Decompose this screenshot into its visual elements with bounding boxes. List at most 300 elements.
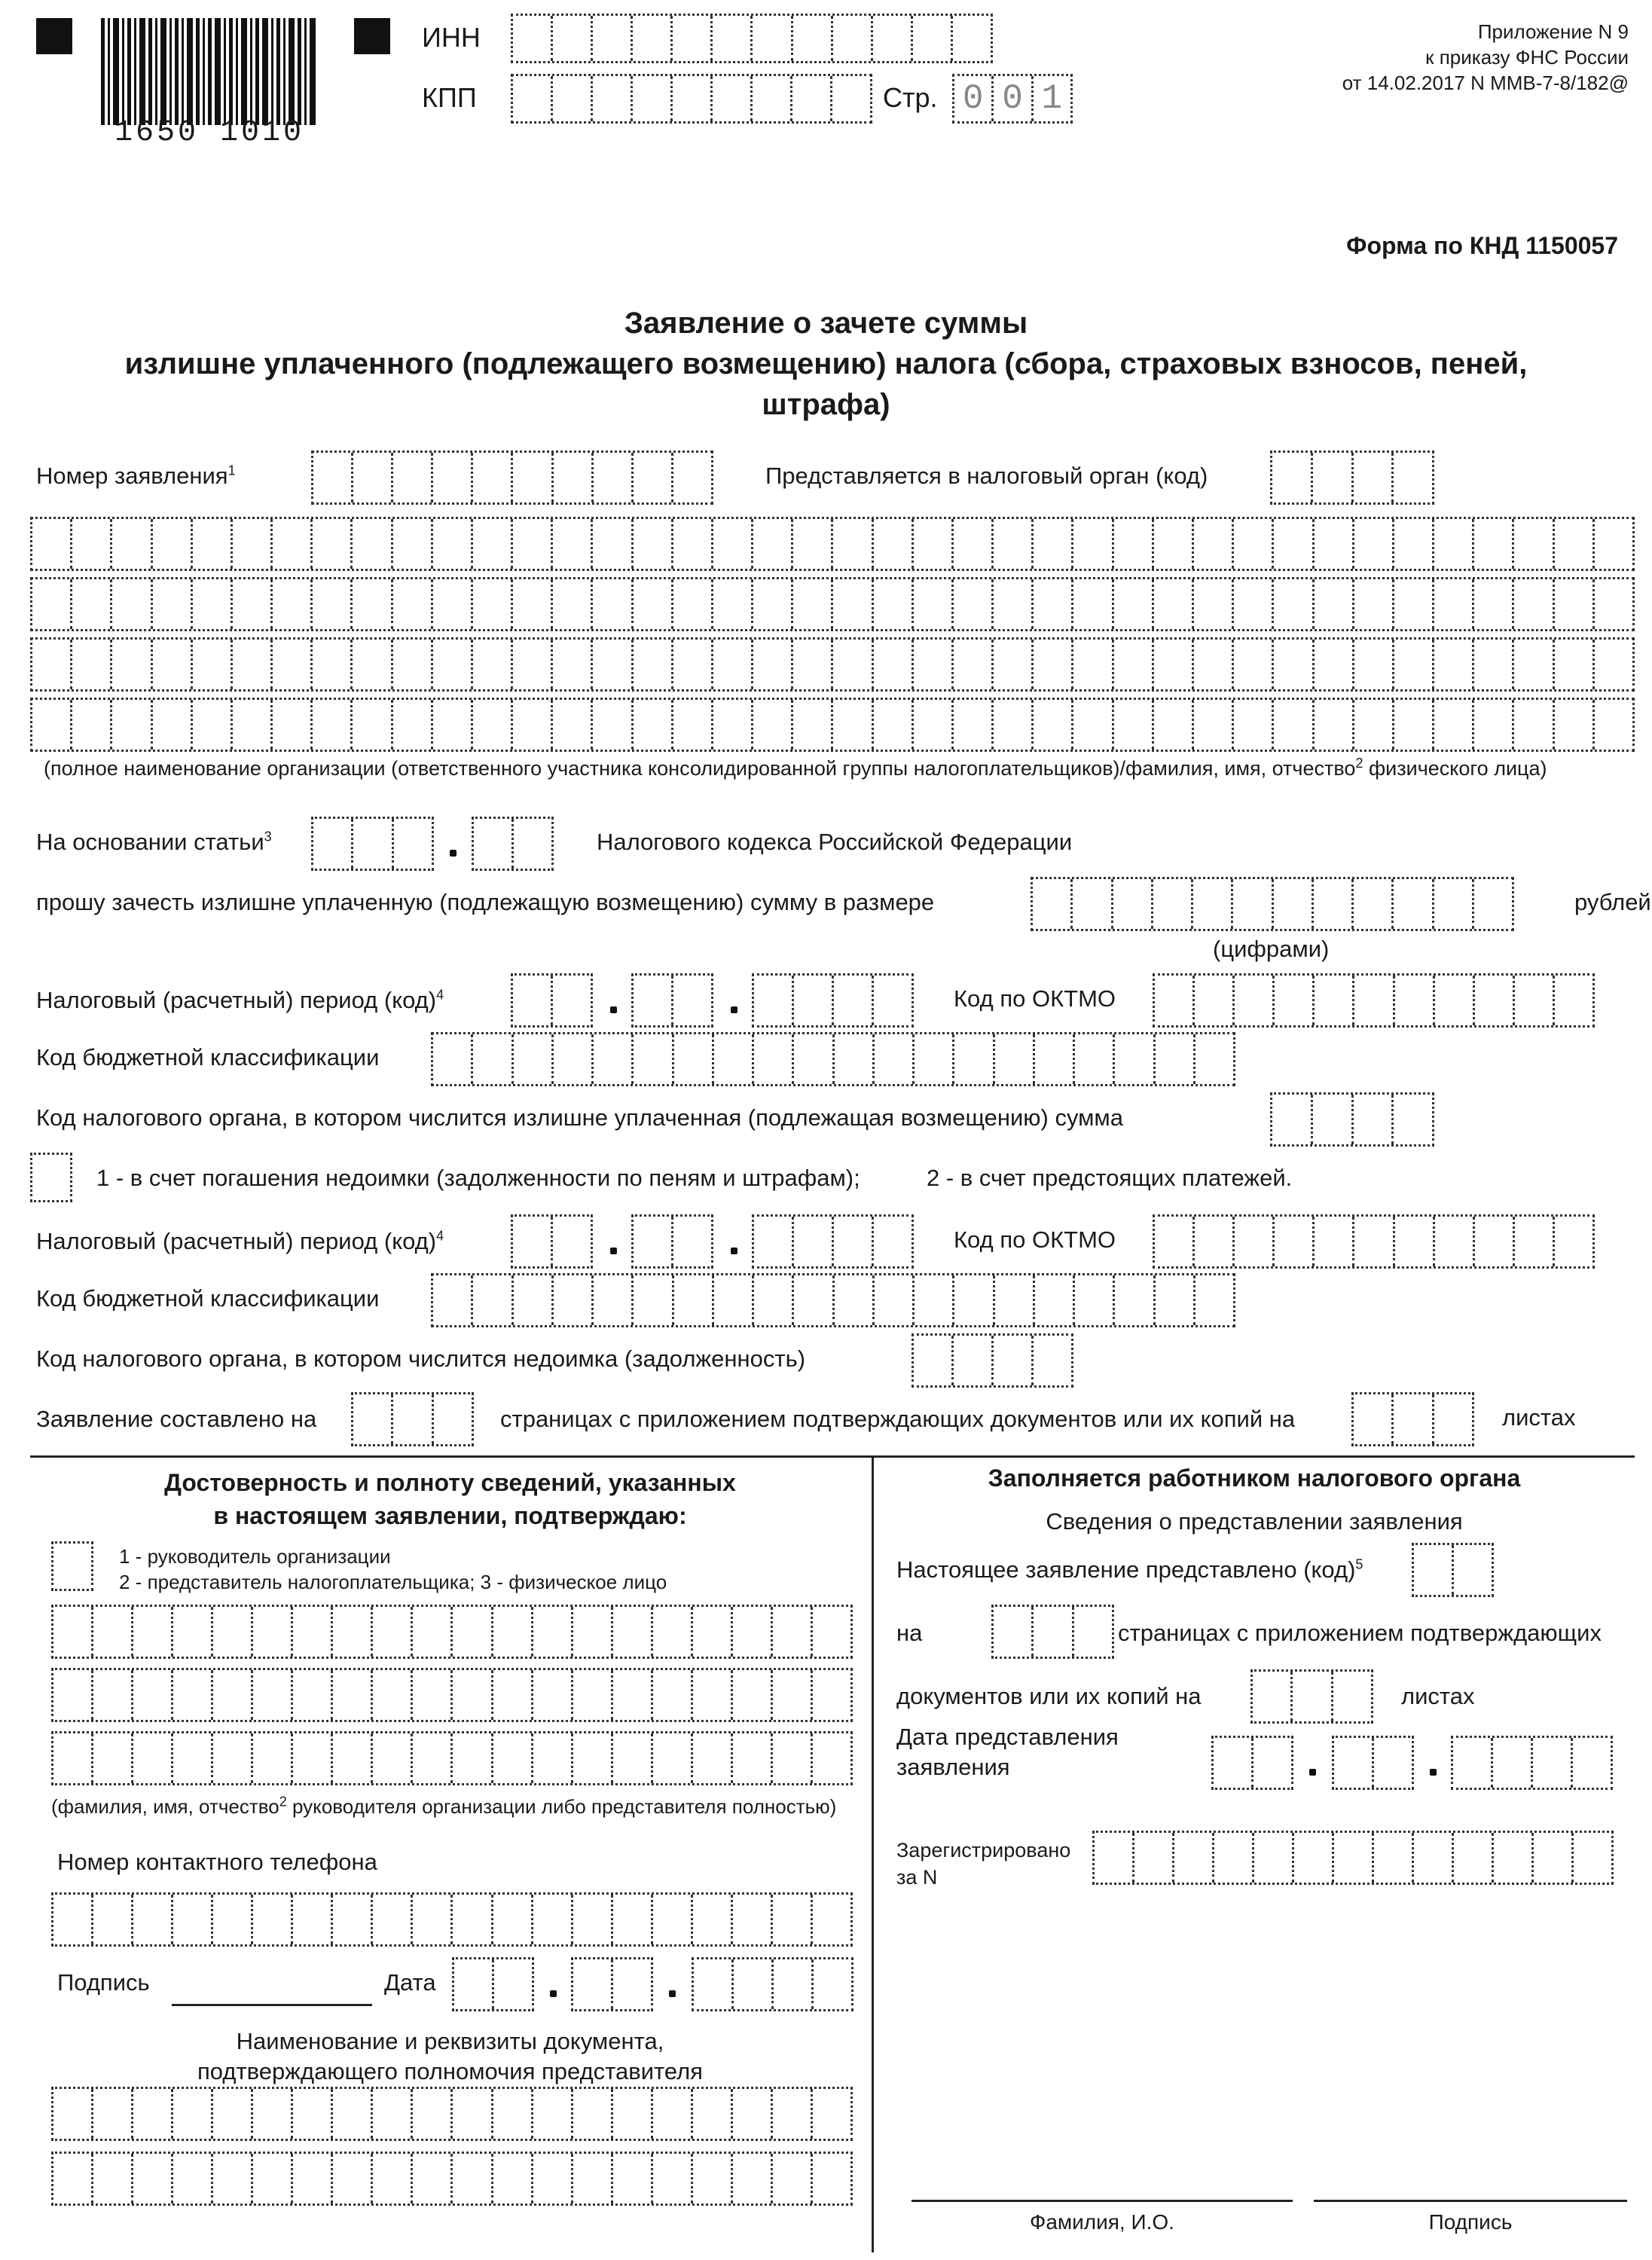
input-cell[interactable]	[613, 2089, 653, 2139]
input-cell[interactable]	[874, 519, 914, 569]
input-cell[interactable]	[1274, 579, 1314, 629]
input-cell[interactable]	[333, 1895, 373, 1944]
input-cell[interactable]	[793, 700, 833, 750]
input-cell[interactable]	[1394, 1095, 1432, 1144]
input-cell[interactable]	[253, 2154, 293, 2204]
input-cell[interactable]	[1154, 519, 1194, 569]
input-cell[interactable]	[1394, 879, 1434, 929]
input-cell[interactable]	[293, 1607, 333, 1657]
input-cell[interactable]	[813, 2154, 850, 2204]
input-cell[interactable]	[1414, 1833, 1454, 1883]
official-sheets-field[interactable]	[1250, 1669, 1373, 1724]
input-cell[interactable]	[1034, 640, 1073, 689]
input-cell[interactable]	[1194, 700, 1234, 750]
official-signature-line[interactable]	[1314, 2200, 1627, 2202]
kpp-field[interactable]	[511, 74, 872, 124]
input-cell[interactable]	[1274, 519, 1314, 569]
input-cell[interactable]	[293, 2154, 333, 2204]
input-cell[interactable]	[333, 1733, 373, 1783]
input-cell[interactable]	[373, 1670, 413, 1720]
org-name-row-4[interactable]	[30, 698, 1635, 752]
input-cell[interactable]	[593, 519, 633, 569]
input-cell[interactable]	[914, 640, 954, 689]
input-cell[interactable]	[1475, 1217, 1515, 1266]
input-cell[interactable]	[53, 1733, 93, 1783]
input-cell[interactable]	[1475, 976, 1515, 1025]
input-cell[interactable]	[832, 76, 870, 121]
input-cell[interactable]	[1254, 1833, 1294, 1883]
input-cell[interactable]	[53, 2154, 93, 2204]
input-cell[interactable]	[313, 700, 353, 750]
input-cell[interactable]	[1474, 640, 1514, 689]
input-cell[interactable]	[433, 519, 473, 569]
input-cell[interactable]	[553, 640, 593, 689]
input-cell[interactable]	[413, 1670, 453, 1720]
input-cell[interactable]	[1333, 1672, 1371, 1721]
input-cell[interactable]	[133, 1607, 173, 1657]
input-cell[interactable]	[1274, 879, 1314, 929]
input-cell[interactable]	[133, 2154, 173, 2204]
input-cell[interactable]	[1434, 579, 1474, 629]
sign-date-day[interactable]	[452, 1957, 534, 2011]
oktmo-field[interactable]	[1153, 973, 1595, 1028]
input-cell[interactable]	[1354, 1217, 1394, 1266]
input-cell[interactable]	[333, 1670, 373, 1720]
input-cell[interactable]	[1075, 1034, 1115, 1084]
application-number-field[interactable]	[311, 450, 713, 505]
input-cell[interactable]	[1154, 579, 1194, 629]
input-cell[interactable]	[713, 519, 753, 569]
input-cell[interactable]	[173, 1895, 213, 1944]
input-cell[interactable]	[213, 1733, 253, 1783]
input-cell[interactable]	[1434, 640, 1474, 689]
input-cell[interactable]	[393, 700, 433, 750]
org-name-row-2[interactable]	[30, 577, 1635, 631]
input-cell[interactable]	[513, 976, 553, 1025]
input-cell[interactable]	[1394, 519, 1434, 569]
input-cell[interactable]	[493, 1895, 533, 1944]
input-cell[interactable]	[253, 1733, 293, 1783]
input-cell[interactable]	[753, 76, 792, 121]
input-cell[interactable]	[1374, 1738, 1412, 1788]
input-cell[interactable]	[253, 1895, 293, 1944]
input-cell[interactable]	[794, 1217, 834, 1266]
input-cell[interactable]	[213, 2089, 253, 2139]
input-cell[interactable]	[513, 1217, 553, 1266]
input-cell[interactable]	[473, 1275, 513, 1325]
input-cell[interactable]	[673, 1217, 711, 1266]
input-cell[interactable]	[173, 2154, 213, 2204]
input-cell[interactable]	[373, 2089, 413, 2139]
input-cell[interactable]	[393, 453, 433, 502]
input-cell[interactable]	[1354, 879, 1394, 929]
input-cell[interactable]	[634, 976, 673, 1025]
input-cell[interactable]	[353, 700, 392, 750]
input-cell[interactable]	[333, 2154, 373, 2204]
article-part-field[interactable]	[472, 817, 554, 871]
input-cell[interactable]	[353, 640, 392, 689]
input-cell[interactable]	[53, 1895, 93, 1944]
org-name-row-3[interactable]	[30, 637, 1635, 692]
input-cell[interactable]	[1555, 976, 1592, 1025]
input-cell[interactable]	[874, 1217, 912, 1266]
input-cell[interactable]	[1354, 453, 1394, 502]
input-cell[interactable]	[494, 1959, 532, 2009]
input-cell[interactable]	[573, 1670, 613, 1720]
input-cell[interactable]	[293, 1733, 333, 1783]
article-number-field[interactable]	[311, 817, 434, 871]
input-cell[interactable]	[833, 700, 873, 750]
input-cell[interactable]	[713, 700, 753, 750]
input-cell[interactable]	[833, 640, 873, 689]
input-cell[interactable]	[793, 640, 833, 689]
input-cell[interactable]	[954, 1034, 994, 1084]
input-cell[interactable]	[1275, 1217, 1315, 1266]
input-cell[interactable]	[93, 1895, 133, 1944]
input-cell[interactable]	[233, 640, 273, 689]
input-cell[interactable]	[833, 519, 873, 569]
input-cell[interactable]	[653, 1733, 693, 1783]
input-cell[interactable]	[693, 1670, 733, 1720]
input-cell[interactable]	[793, 519, 833, 569]
input-cell[interactable]	[693, 1607, 733, 1657]
input-cell[interactable]	[593, 76, 633, 121]
input-cell[interactable]	[593, 16, 633, 61]
tax-period-2-field-3[interactable]	[752, 1214, 914, 1269]
input-cell[interactable]	[513, 700, 553, 750]
input-cell[interactable]	[112, 519, 152, 569]
input-cell[interactable]	[514, 1034, 554, 1084]
input-cell[interactable]	[1095, 1833, 1134, 1883]
amount-field[interactable]	[1031, 877, 1514, 931]
input-cell[interactable]	[733, 2089, 773, 2139]
input-cell[interactable]	[1214, 1738, 1254, 1788]
input-cell[interactable]	[1354, 1394, 1394, 1444]
input-cell[interactable]	[1515, 1217, 1555, 1266]
input-cell[interactable]	[1354, 579, 1394, 629]
input-cell[interactable]	[754, 1217, 794, 1266]
input-cell[interactable]	[1434, 1394, 1472, 1444]
input-cell[interactable]	[433, 1275, 473, 1325]
input-cell[interactable]	[1174, 1833, 1214, 1883]
tax-period-2-field-2[interactable]	[631, 1214, 713, 1269]
input-cell[interactable]	[413, 1733, 453, 1783]
input-cell[interactable]	[1115, 1275, 1155, 1325]
input-cell[interactable]	[133, 2089, 173, 2139]
input-cell[interactable]	[1114, 579, 1154, 629]
input-cell[interactable]	[72, 519, 112, 569]
input-cell[interactable]	[473, 640, 513, 689]
input-cell[interactable]	[1394, 1394, 1434, 1444]
input-cell[interactable]	[1514, 579, 1554, 629]
input-cell[interactable]	[694, 1959, 734, 2009]
input-cell[interactable]	[634, 1275, 673, 1325]
input-cell[interactable]	[373, 2154, 413, 2204]
input-cell[interactable]	[1154, 640, 1194, 689]
input-cell[interactable]	[1334, 1738, 1374, 1788]
input-cell[interactable]	[1514, 519, 1554, 569]
input-cell[interactable]	[233, 700, 273, 750]
input-cell[interactable]	[433, 1034, 473, 1084]
input-cell[interactable]	[553, 700, 593, 750]
input-cell[interactable]	[773, 1607, 813, 1657]
sign-date-year[interactable]	[692, 1957, 853, 2011]
tax-period-2-field-1[interactable]	[511, 1214, 593, 1269]
input-cell[interactable]	[1195, 1034, 1233, 1084]
input-cell[interactable]	[954, 640, 994, 689]
input-cell[interactable]	[1155, 1217, 1195, 1266]
input-cell[interactable]	[773, 2154, 813, 2204]
input-cell[interactable]	[753, 579, 793, 629]
input-cell[interactable]	[1113, 879, 1153, 929]
input-cell[interactable]	[1073, 700, 1113, 750]
input-cell[interactable]	[313, 519, 353, 569]
input-cell[interactable]	[673, 16, 713, 61]
input-cell[interactable]	[1034, 579, 1073, 629]
input-cell[interactable]	[473, 579, 513, 629]
signer-name-row-3[interactable]	[51, 1731, 853, 1785]
input-cell[interactable]	[533, 1670, 573, 1720]
input-cell[interactable]	[493, 1733, 533, 1783]
input-cell[interactable]	[1354, 976, 1394, 1025]
input-cell[interactable]	[573, 1733, 613, 1783]
input-cell[interactable]	[653, 1895, 693, 1944]
input-cell[interactable]	[53, 2089, 93, 2139]
input-cell[interactable]	[1235, 1217, 1275, 1266]
input-cell[interactable]	[1274, 700, 1314, 750]
input-cell[interactable]	[714, 1275, 754, 1325]
input-cell[interactable]	[93, 1670, 133, 1720]
offset-type-field[interactable]	[30, 1153, 72, 1202]
input-cell[interactable]	[733, 1733, 773, 1783]
input-cell[interactable]	[1073, 640, 1113, 689]
input-cell[interactable]	[593, 700, 633, 750]
input-cell[interactable]	[1434, 519, 1474, 569]
input-cell[interactable]	[613, 1959, 651, 2009]
input-cell[interactable]	[1073, 519, 1113, 569]
input-cell[interactable]	[1195, 1275, 1233, 1325]
input-cell[interactable]	[353, 453, 393, 502]
input-cell[interactable]	[513, 519, 553, 569]
input-cell[interactable]	[634, 1034, 673, 1084]
input-cell[interactable]	[293, 1895, 333, 1944]
input-cell[interactable]	[273, 640, 313, 689]
input-cell[interactable]	[514, 819, 551, 869]
input-cell[interactable]	[1574, 1833, 1611, 1883]
input-cell[interactable]	[1315, 976, 1354, 1025]
input-cell[interactable]	[594, 1034, 634, 1084]
input-cell[interactable]	[493, 2089, 533, 2139]
input-cell[interactable]	[1253, 1672, 1293, 1721]
pages-count-field[interactable]	[351, 1392, 474, 1446]
input-cell[interactable]	[193, 579, 233, 629]
input-cell[interactable]	[1474, 879, 1512, 929]
input-cell[interactable]	[874, 579, 914, 629]
input-cell[interactable]	[32, 700, 72, 750]
input-cell[interactable]	[754, 1275, 794, 1325]
input-cell[interactable]	[753, 700, 793, 750]
input-cell[interactable]	[213, 1607, 253, 1657]
input-cell[interactable]	[1155, 976, 1195, 1025]
input-cell[interactable]	[954, 700, 994, 750]
input-cell[interactable]	[1034, 1607, 1073, 1657]
input-cell[interactable]	[434, 1394, 472, 1444]
input-cell[interactable]	[1234, 640, 1274, 689]
input-cell[interactable]	[1073, 579, 1113, 629]
input-cell[interactable]	[53, 1607, 93, 1657]
input-cell[interactable]	[72, 640, 112, 689]
input-cell[interactable]	[513, 640, 553, 689]
input-cell[interactable]	[1374, 1833, 1414, 1883]
input-cell[interactable]	[554, 1275, 594, 1325]
signer-type-field[interactable]	[51, 1541, 93, 1591]
input-cell[interactable]	[1354, 1095, 1394, 1144]
input-cell[interactable]	[1073, 879, 1113, 929]
input-cell[interactable]	[1595, 579, 1632, 629]
input-cell[interactable]	[915, 1034, 954, 1084]
input-cell[interactable]	[954, 579, 994, 629]
input-cell[interactable]	[673, 640, 713, 689]
input-cell[interactable]	[1394, 700, 1434, 750]
submission-date-year[interactable]	[1451, 1736, 1613, 1790]
input-cell[interactable]	[473, 700, 513, 750]
input-cell[interactable]	[674, 1034, 714, 1084]
input-cell[interactable]	[915, 1275, 954, 1325]
input-cell[interactable]	[1414, 1545, 1454, 1595]
input-cell[interactable]	[533, 2154, 573, 2204]
input-cell[interactable]	[1274, 640, 1314, 689]
input-cell[interactable]	[554, 453, 594, 502]
input-cell[interactable]	[533, 2089, 573, 2139]
input-cell[interactable]	[253, 1670, 293, 1720]
input-cell[interactable]	[1315, 1217, 1354, 1266]
input-cell[interactable]	[413, 1895, 453, 1944]
input-cell[interactable]	[313, 819, 353, 869]
input-cell[interactable]	[1272, 453, 1313, 502]
input-cell[interactable]	[1555, 700, 1595, 750]
input-cell[interactable]	[1034, 1336, 1071, 1385]
input-cell[interactable]	[273, 700, 313, 750]
input-cell[interactable]	[93, 1607, 133, 1657]
input-cell[interactable]	[513, 76, 553, 121]
input-cell[interactable]	[153, 579, 193, 629]
input-cell[interactable]	[193, 519, 233, 569]
input-cell[interactable]	[1195, 976, 1235, 1025]
input-cell[interactable]	[994, 700, 1034, 750]
input-cell[interactable]	[553, 76, 593, 121]
input-cell[interactable]	[233, 519, 273, 569]
input-cell[interactable]	[1434, 879, 1474, 929]
doc-row-2[interactable]	[51, 2152, 853, 2206]
input-cell[interactable]	[1194, 519, 1234, 569]
input-cell[interactable]	[413, 2154, 453, 2204]
input-cell[interactable]	[1214, 1833, 1254, 1883]
arrears-authority-code-field[interactable]	[912, 1333, 1073, 1388]
submitted-code-field[interactable]	[1412, 1543, 1494, 1597]
tax-period-field-1[interactable]	[511, 973, 593, 1028]
input-cell[interactable]	[874, 976, 912, 1025]
input-cell[interactable]	[693, 1733, 733, 1783]
input-cell[interactable]	[634, 519, 673, 569]
input-cell[interactable]	[453, 2089, 493, 2139]
input-cell[interactable]	[173, 1607, 213, 1657]
input-cell[interactable]	[995, 1275, 1035, 1325]
input-cell[interactable]	[1194, 640, 1234, 689]
input-cell[interactable]	[1494, 1833, 1534, 1883]
input-cell[interactable]	[273, 579, 313, 629]
input-cell[interactable]	[513, 16, 553, 61]
input-cell[interactable]	[1474, 519, 1514, 569]
tax-period-field-3[interactable]	[752, 973, 914, 1028]
input-cell[interactable]	[633, 76, 673, 121]
input-cell[interactable]	[653, 1670, 693, 1720]
doc-row-1[interactable]	[51, 2087, 853, 2141]
input-cell[interactable]	[773, 2089, 813, 2139]
input-cell[interactable]	[734, 1959, 774, 2009]
input-cell[interactable]	[413, 1607, 453, 1657]
input-cell[interactable]	[613, 1607, 653, 1657]
input-cell[interactable]	[1153, 879, 1193, 929]
input-cell[interactable]	[673, 519, 713, 569]
input-cell[interactable]	[1074, 1607, 1112, 1657]
input-cell[interactable]	[353, 579, 392, 629]
input-cell[interactable]	[253, 1607, 293, 1657]
org-name-row-1[interactable]	[30, 517, 1635, 571]
input-cell[interactable]	[914, 579, 954, 629]
input-cell[interactable]	[373, 1733, 413, 1783]
input-cell[interactable]	[634, 453, 673, 502]
input-cell[interactable]	[754, 976, 794, 1025]
input-cell[interactable]	[433, 453, 473, 502]
fio-line[interactable]	[912, 2200, 1293, 2202]
sign-date-month[interactable]	[571, 1957, 653, 2011]
input-cell[interactable]	[473, 1034, 513, 1084]
input-cell[interactable]	[293, 1670, 333, 1720]
input-cell[interactable]	[453, 1670, 493, 1720]
input-cell[interactable]	[793, 579, 833, 629]
input-cell[interactable]	[813, 1733, 850, 1783]
input-cell[interactable]	[1434, 700, 1474, 750]
input-cell[interactable]	[713, 16, 753, 61]
input-cell[interactable]	[673, 976, 711, 1025]
input-cell[interactable]	[1156, 1034, 1195, 1084]
input-cell[interactable]	[1354, 640, 1394, 689]
input-cell[interactable]	[553, 1217, 591, 1266]
input-cell[interactable]	[794, 976, 834, 1025]
input-cell[interactable]	[553, 519, 593, 569]
input-cell[interactable]	[353, 819, 393, 869]
input-cell[interactable]	[1595, 519, 1632, 569]
input-cell[interactable]	[514, 1275, 554, 1325]
input-cell[interactable]	[333, 2089, 373, 2139]
input-cell[interactable]	[834, 1217, 874, 1266]
input-cell[interactable]	[613, 1895, 653, 1944]
input-cell[interactable]	[153, 519, 193, 569]
input-cell[interactable]	[493, 1607, 533, 1657]
input-cell[interactable]	[994, 1336, 1034, 1385]
input-cell[interactable]	[1293, 1672, 1333, 1721]
input-cell[interactable]	[1435, 1217, 1475, 1266]
input-cell[interactable]	[1156, 1275, 1195, 1325]
sheets-count-field[interactable]	[1351, 1392, 1474, 1446]
input-cell[interactable]	[333, 1607, 373, 1657]
input-cell[interactable]	[573, 2154, 613, 2204]
input-cell[interactable]	[833, 579, 873, 629]
input-cell[interactable]	[835, 1275, 875, 1325]
input-cell[interactable]	[1114, 640, 1154, 689]
submission-date-day[interactable]	[1211, 1736, 1293, 1790]
input-cell[interactable]	[733, 2154, 773, 2204]
